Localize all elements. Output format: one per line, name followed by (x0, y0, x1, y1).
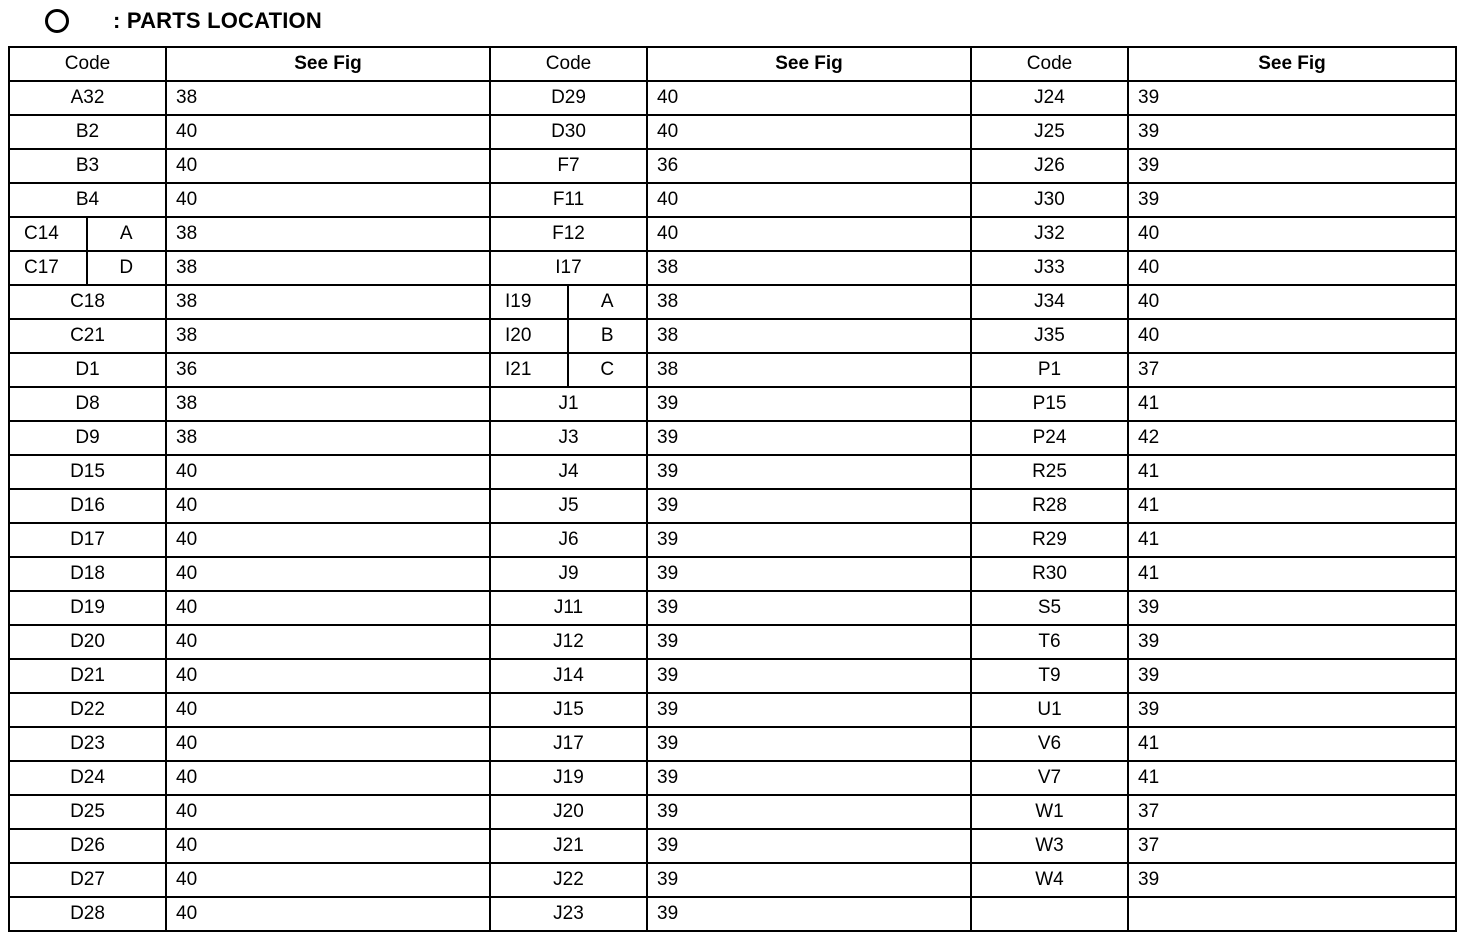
code-value: J25 (1034, 121, 1065, 142)
code-value: J32 (1034, 223, 1065, 244)
code-cell (971, 897, 1128, 931)
see-fig-cell: 42 (1128, 421, 1456, 455)
table-row (9, 625, 1456, 659)
code-cell (971, 115, 1128, 149)
code-cell (490, 183, 647, 217)
code-value: T9 (1038, 665, 1061, 686)
see-fig-cell: 38 (166, 217, 490, 251)
see-fig-cell: 41 (1128, 489, 1456, 523)
see-fig-cell: 40 (166, 149, 490, 183)
code-value: I20 (491, 320, 569, 352)
code-value: D1 (75, 359, 100, 380)
code-cell (490, 863, 647, 897)
code-value: C17 (10, 252, 88, 284)
see-fig-cell: 40 (166, 795, 490, 829)
code-cell (490, 659, 647, 693)
table-row (9, 319, 1456, 353)
code-value: C21 (70, 325, 105, 346)
see-fig-cell: 40 (166, 727, 490, 761)
see-fig-cell: 37 (1128, 353, 1456, 387)
code-cell (490, 727, 647, 761)
code-cell (9, 421, 166, 455)
code-cell (9, 285, 166, 319)
code-value: D21 (70, 665, 105, 686)
table-row (9, 149, 1456, 183)
see-fig-cell: 39 (647, 421, 971, 455)
code-cell (971, 183, 1128, 217)
code-value: J1 (558, 393, 579, 414)
see-fig-cell: 41 (1128, 523, 1456, 557)
code-cell (9, 897, 166, 931)
table-row (9, 251, 1456, 285)
code-cell (9, 591, 166, 625)
code-value: J9 (558, 563, 579, 584)
code-value: J14 (553, 665, 584, 686)
see-fig-cell: 39 (1128, 591, 1456, 625)
code-header: Code (971, 47, 1128, 81)
table-row (9, 353, 1456, 387)
code-cell (490, 829, 647, 863)
code-cell (490, 319, 647, 353)
code-header: Code (9, 47, 166, 81)
code-cell (971, 319, 1128, 353)
see-fig-cell: 39 (647, 727, 971, 761)
code-cell (490, 217, 647, 251)
code-sub-letter: A (600, 291, 614, 312)
code-value: P15 (1032, 393, 1067, 414)
code-cell (9, 387, 166, 421)
see-fig-header: See Fig (166, 47, 490, 81)
see-fig-cell: 40 (166, 557, 490, 591)
table-row (9, 727, 1456, 761)
code-cell (971, 625, 1128, 659)
code-value: J11 (553, 597, 584, 618)
code-cell (490, 591, 647, 625)
code-split (10, 218, 165, 250)
code-value: R30 (1032, 563, 1067, 584)
code-cell (490, 251, 647, 285)
code-cell (9, 149, 166, 183)
see-fig-cell: 38 (647, 285, 971, 319)
code-value: D26 (70, 835, 105, 856)
see-fig-cell: 39 (1128, 863, 1456, 897)
code-value: C18 (70, 291, 105, 312)
code-cell (9, 183, 166, 217)
code-cell (9, 455, 166, 489)
table-row (9, 897, 1456, 931)
see-fig-cell: 39 (1128, 149, 1456, 183)
code-value: I17 (555, 257, 582, 278)
code-value: R29 (1032, 529, 1067, 550)
code-cell (971, 353, 1128, 387)
see-fig-cell: 40 (647, 183, 971, 217)
see-fig-cell: 36 (647, 149, 971, 183)
code-cell (971, 489, 1128, 523)
page-title: : PARTS LOCATION (113, 8, 322, 33)
see-fig-cell: 39 (647, 863, 971, 897)
code-cell (9, 829, 166, 863)
code-value: J6 (558, 529, 579, 550)
see-fig-cell: 39 (647, 557, 971, 591)
parts-location-table (8, 46, 1457, 932)
code-value: F12 (552, 223, 585, 244)
code-cell (971, 727, 1128, 761)
code-cell (490, 81, 647, 115)
code-value: D29 (551, 87, 586, 108)
code-cell (971, 217, 1128, 251)
code-split (10, 252, 165, 284)
see-fig-header: See Fig (1128, 47, 1456, 81)
code-cell (9, 659, 166, 693)
code-cell (971, 455, 1128, 489)
code-cell (490, 523, 647, 557)
see-fig-cell: 39 (1128, 115, 1456, 149)
see-fig-cell: 41 (1128, 557, 1456, 591)
see-fig-cell: 40 (166, 115, 490, 149)
see-fig-cell: 40 (1128, 251, 1456, 285)
see-fig-cell: 39 (647, 387, 971, 421)
code-value: D18 (70, 563, 105, 584)
code-cell (490, 115, 647, 149)
code-sub-letter: C (600, 359, 615, 380)
code-value: P1 (1037, 359, 1062, 380)
code-value: D19 (70, 597, 105, 618)
table-row (9, 761, 1456, 795)
see-fig-cell: 39 (1128, 693, 1456, 727)
header-row (9, 47, 1456, 81)
code-value: W1 (1035, 801, 1064, 822)
code-value: J23 (553, 903, 584, 924)
code-cell (971, 557, 1128, 591)
table-row (9, 81, 1456, 115)
see-fig-cell: 40 (166, 523, 490, 557)
code-value: J20 (553, 801, 584, 822)
table-row (9, 489, 1456, 523)
code-value: J4 (558, 461, 579, 482)
see-fig-cell: 39 (647, 829, 971, 863)
code-value: U1 (1037, 699, 1062, 720)
code-value: P24 (1032, 427, 1067, 448)
see-fig-cell: 40 (166, 659, 490, 693)
see-fig-cell: 39 (647, 489, 971, 523)
see-fig-cell: 38 (166, 421, 490, 455)
see-fig-cell: 41 (1128, 727, 1456, 761)
see-fig-cell: 39 (647, 455, 971, 489)
code-cell (9, 761, 166, 795)
see-fig-header: See Fig (647, 47, 971, 81)
code-value: J30 (1034, 189, 1065, 210)
code-value: B4 (75, 189, 100, 210)
code-value: D23 (70, 733, 105, 754)
code-cell (971, 149, 1128, 183)
table-row (9, 795, 1456, 829)
code-cell (9, 353, 166, 387)
code-cell (490, 795, 647, 829)
code-cell (490, 557, 647, 591)
code-cell (9, 863, 166, 897)
code-value: D28 (70, 903, 105, 924)
see-fig-cell: 40 (166, 829, 490, 863)
see-fig-cell: 41 (1128, 387, 1456, 421)
code-value: J3 (558, 427, 579, 448)
code-value: J26 (1034, 155, 1065, 176)
code-cell (9, 625, 166, 659)
code-value: A32 (70, 87, 105, 108)
code-cell (490, 285, 647, 319)
code-value: R25 (1032, 461, 1067, 482)
code-cell (9, 81, 166, 115)
code-split (491, 286, 646, 318)
code-cell (9, 489, 166, 523)
code-value: J5 (558, 495, 579, 516)
code-cell (971, 251, 1128, 285)
code-cell (490, 897, 647, 931)
code-value: J15 (553, 699, 584, 720)
table-row (9, 523, 1456, 557)
code-value: V7 (1037, 767, 1062, 788)
code-value: V6 (1037, 733, 1062, 754)
see-fig-cell: 38 (647, 251, 971, 285)
code-cell (490, 421, 647, 455)
code-header: Code (490, 47, 647, 81)
see-fig-cell: 40 (166, 897, 490, 931)
code-value: J35 (1034, 325, 1065, 346)
code-cell (490, 455, 647, 489)
code-value: I19 (491, 286, 569, 318)
code-value: J17 (553, 733, 584, 754)
see-fig-cell: 39 (647, 897, 971, 931)
code-cell (971, 829, 1128, 863)
see-fig-cell: 41 (1128, 455, 1456, 489)
see-fig-cell: 40 (166, 455, 490, 489)
see-fig-cell: 41 (1128, 761, 1456, 795)
code-cell (971, 285, 1128, 319)
see-fig-cell (1128, 897, 1456, 931)
code-cell (971, 659, 1128, 693)
code-value: J34 (1034, 291, 1065, 312)
see-fig-cell: 37 (1128, 829, 1456, 863)
see-fig-cell: 40 (1128, 285, 1456, 319)
code-sub-letter: D (119, 257, 134, 278)
code-value: D17 (70, 529, 105, 550)
circle-icon (45, 9, 69, 33)
see-fig-cell: 38 (166, 319, 490, 353)
table-row (9, 455, 1456, 489)
code-cell (9, 319, 166, 353)
code-split (491, 354, 646, 386)
code-value: J22 (553, 869, 584, 890)
see-fig-cell: 38 (166, 285, 490, 319)
code-value: J33 (1034, 257, 1065, 278)
see-fig-cell: 39 (647, 523, 971, 557)
see-fig-cell: 38 (647, 319, 971, 353)
code-value: I21 (491, 354, 569, 386)
code-cell (971, 761, 1128, 795)
code-value: S5 (1037, 597, 1062, 618)
page-title-row (45, 4, 322, 38)
see-fig-cell: 40 (166, 591, 490, 625)
code-value: D20 (70, 631, 105, 652)
table-row (9, 115, 1456, 149)
table-row (9, 217, 1456, 251)
code-value: D25 (70, 801, 105, 822)
code-cell (490, 353, 647, 387)
see-fig-cell: 38 (647, 353, 971, 387)
code-value: T6 (1038, 631, 1061, 652)
see-fig-cell: 39 (1128, 183, 1456, 217)
see-fig-cell: 39 (647, 591, 971, 625)
see-fig-cell: 39 (647, 795, 971, 829)
code-value: D15 (70, 461, 105, 482)
code-value: D30 (551, 121, 586, 142)
see-fig-cell: 39 (647, 693, 971, 727)
code-cell (9, 795, 166, 829)
table-row (9, 863, 1456, 897)
code-cell (9, 115, 166, 149)
code-cell (971, 863, 1128, 897)
code-cell (971, 81, 1128, 115)
table-row (9, 183, 1456, 217)
code-cell (9, 251, 166, 285)
code-cell (9, 727, 166, 761)
code-value: D16 (70, 495, 105, 516)
code-value: W3 (1035, 835, 1064, 856)
code-cell (9, 693, 166, 727)
code-cell (490, 693, 647, 727)
see-fig-cell: 40 (166, 183, 490, 217)
see-fig-cell: 40 (166, 625, 490, 659)
code-sub-letter: A (119, 223, 133, 244)
code-cell (490, 149, 647, 183)
see-fig-cell: 39 (647, 659, 971, 693)
table-row (9, 421, 1456, 455)
code-cell (9, 217, 166, 251)
table-row (9, 591, 1456, 625)
code-value: J19 (553, 767, 584, 788)
code-split (491, 320, 646, 352)
table-row (9, 387, 1456, 421)
code-value: W4 (1035, 869, 1064, 890)
table-row (9, 285, 1456, 319)
code-value: D24 (70, 767, 105, 788)
code-cell (9, 523, 166, 557)
see-fig-cell: 39 (1128, 81, 1456, 115)
see-fig-cell: 39 (1128, 625, 1456, 659)
see-fig-cell: 39 (1128, 659, 1456, 693)
code-value: J12 (553, 631, 584, 652)
see-fig-cell: 40 (1128, 319, 1456, 353)
table-row (9, 659, 1456, 693)
code-cell (9, 557, 166, 591)
code-cell (971, 795, 1128, 829)
code-value: J24 (1034, 87, 1065, 108)
code-sub-letter: B (600, 325, 614, 346)
code-value: C14 (10, 218, 88, 250)
see-fig-cell: 38 (166, 387, 490, 421)
see-fig-cell: 39 (647, 761, 971, 795)
see-fig-cell: 38 (166, 251, 490, 285)
code-cell (490, 387, 647, 421)
table-row (9, 829, 1456, 863)
code-value: D27 (70, 869, 105, 890)
see-fig-cell: 40 (166, 489, 490, 523)
see-fig-cell: 39 (647, 625, 971, 659)
code-value: R28 (1032, 495, 1067, 516)
see-fig-cell: 40 (166, 863, 490, 897)
see-fig-cell: 40 (166, 693, 490, 727)
code-value: D9 (75, 427, 100, 448)
code-value: F7 (557, 155, 580, 176)
code-cell (971, 421, 1128, 455)
see-fig-cell: 40 (1128, 217, 1456, 251)
code-cell (490, 489, 647, 523)
see-fig-cell: 40 (647, 115, 971, 149)
code-value: D8 (75, 393, 100, 414)
code-cell (971, 523, 1128, 557)
see-fig-cell: 40 (166, 761, 490, 795)
code-value: D22 (70, 699, 105, 720)
table-row (9, 557, 1456, 591)
code-value: B2 (75, 121, 100, 142)
code-cell (490, 761, 647, 795)
see-fig-cell: 37 (1128, 795, 1456, 829)
table-row (9, 693, 1456, 727)
code-cell (490, 625, 647, 659)
code-cell (971, 693, 1128, 727)
see-fig-cell: 40 (647, 81, 971, 115)
code-cell (971, 591, 1128, 625)
code-value: F11 (552, 189, 585, 210)
code-value: B3 (75, 155, 100, 176)
see-fig-cell: 36 (166, 353, 490, 387)
code-value: J21 (553, 835, 584, 856)
see-fig-cell: 38 (166, 81, 490, 115)
code-cell (971, 387, 1128, 421)
see-fig-cell: 40 (647, 217, 971, 251)
